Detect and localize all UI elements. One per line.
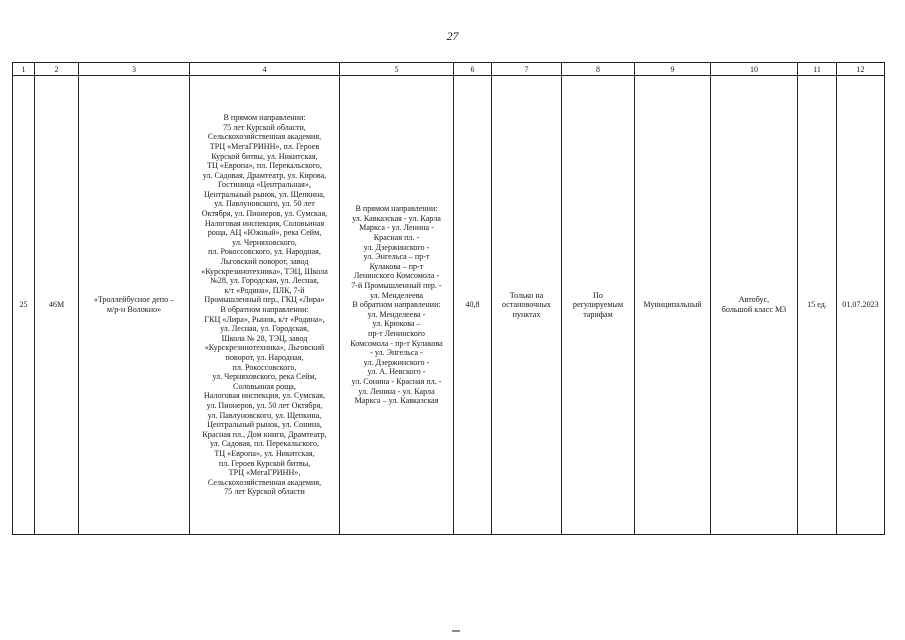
column-number: 3	[79, 63, 190, 76]
cell-line: В обратном направлении:	[220, 305, 309, 314]
vehicle-class-lines	[713, 295, 795, 314]
column-number: 5	[340, 63, 454, 76]
route-length: 40,8	[454, 76, 492, 535]
cell-line: ГКЦ «Лира», Рынок, к/т «Родина»,	[204, 314, 325, 324]
cell-line: остановочных	[502, 300, 551, 310]
column-number: 2	[35, 63, 79, 76]
boarding-mode-lines	[494, 291, 559, 320]
vehicle-count: 15 ед.	[798, 76, 837, 535]
cell-line: поворот, ул. Народная,	[225, 352, 304, 362]
cell-line: пл. Рокоссовского, ул. Народная,	[208, 247, 321, 257]
cell-line: ул. Черняховского, река Сейм,	[212, 372, 317, 382]
column-number: 1	[13, 63, 35, 76]
route-code: 46М	[35, 76, 79, 535]
table-row	[13, 76, 885, 535]
cell-line: ТРЦ «МегаГРИНН»,	[228, 468, 301, 478]
cell-line: ул. Павлуновского, ул. 50 лет	[214, 199, 315, 209]
cell-line: «Курскрезинотехника», Льговский	[204, 343, 325, 353]
cell-line: ул. Павлуновского, ул. Щепкина,	[207, 410, 322, 420]
cell-line: В обратном направлении:	[352, 300, 441, 310]
cell-line: Сельскохозяйственная академия,	[207, 132, 322, 142]
cell-line: ул. Пионеров, ул. 50 лет Октября,	[206, 400, 323, 410]
column-number-row	[13, 63, 885, 76]
cell-line: Комсомола - пр-т Кулакова	[350, 338, 443, 348]
cell-line: ул. Садовая, Драмтеатр, ул. Кирова,	[202, 170, 327, 180]
vehicle-class	[711, 76, 798, 535]
cell-line: Октября, ул. Пионеров, ул. Сумская,	[201, 209, 328, 219]
cell-line: Маркса - ул. Ленина -	[359, 223, 434, 233]
start-date: 01.07.2023	[837, 76, 885, 535]
column-number: 10	[711, 63, 798, 76]
cell-line: «Троллейбусное депо –	[93, 295, 175, 305]
tariff-type	[562, 76, 635, 535]
column-number: 7	[492, 63, 562, 76]
route-name	[79, 76, 190, 535]
cell-line: Школа № 28, ТЭЦ, завод	[221, 333, 308, 343]
cell-line: Ленинского Комсомола -	[353, 271, 440, 281]
cell-line: Налоговая инспекция, Соловьиная	[204, 218, 325, 228]
cell-line: ул. Ленина - ул. Карла	[358, 386, 435, 396]
cell-line: ТРЦ «МегаГРИНН», пл. Героев	[209, 141, 320, 151]
cell-line: ул. Сонина - Красная пл. -	[351, 376, 442, 386]
cell-line: ул. Садовая, пл. Перекальского,	[209, 439, 320, 449]
cell-line: ТЦ «Европа», пл. Перекальского,	[207, 161, 322, 171]
column-number: 11	[798, 63, 837, 76]
cell-line: Курской битвы, ул. Никитская,	[211, 151, 318, 161]
cell-line: тарифам	[583, 309, 613, 319]
cell-line: ул. А. Невского -	[367, 367, 426, 377]
intermediate-stops-lines	[192, 113, 337, 497]
boarding-mode	[492, 76, 562, 535]
column-number: 9	[635, 63, 711, 76]
tariff-type-lines	[564, 291, 632, 320]
cell-line: ул. Крюкова –	[372, 319, 421, 329]
cell-line: ул. Менделеева -	[367, 309, 426, 319]
cell-line: В прямом направлении:	[223, 113, 306, 123]
cell-line: ул. Дзержинского -	[363, 242, 430, 252]
scan-mark	[452, 630, 460, 632]
cell-line: Сельскохозяйственная академия,	[207, 477, 322, 487]
cell-line: 75 лет Курской области	[224, 487, 305, 497]
cell-line: регулируемым	[572, 300, 624, 310]
cell-line: Промышленный пер., ГКЦ «Лира»	[204, 295, 325, 305]
cell-line: Центральный рынок, ул. Щепкина,	[204, 189, 325, 199]
cell-line: ул. Дзержинского -	[363, 357, 430, 367]
column-number: 4	[190, 63, 340, 76]
cell-line: пл. Рокоссовского,	[232, 362, 297, 372]
cell-line: большой класс М3	[721, 305, 787, 314]
cell-line: По	[593, 290, 603, 300]
page-number: 27	[446, 29, 459, 43]
cell-line: Красная пл. -	[373, 233, 420, 243]
cell-line: - ул. Энгельса -	[370, 348, 423, 358]
cell-line: 75 лет Курской области,	[223, 122, 306, 132]
cell-line: Красная пл., Дом книги, Драмтеатр,	[202, 429, 327, 439]
cell-line: Соловьиная роща,	[233, 381, 296, 391]
route-index: 25	[13, 76, 35, 535]
column-number: 12	[837, 63, 885, 76]
cell-line: Налоговая инспекция, ул. Сумская,	[203, 391, 326, 401]
cell-line: В прямом направлении:	[355, 204, 438, 214]
cell-line: ул. Менделеева	[369, 290, 424, 300]
cell-line: «Курскрезинотехника», ТЭЦ, Школа	[201, 266, 328, 276]
column-number: 8	[562, 63, 635, 76]
route-name-lines	[81, 295, 187, 314]
cell-line: Центральный рынок, ул. Сонина,	[207, 420, 322, 430]
cell-line: к/т «Родина», ПЛК, 7-й	[224, 285, 305, 295]
route-streets-lines	[342, 204, 451, 405]
column-number: 6	[454, 63, 492, 76]
cell-line: ТЦ «Европа», ул. Никитская,	[214, 448, 315, 458]
cell-line: Маркса – ул. Кавказская	[354, 396, 439, 406]
route-streets	[340, 76, 454, 535]
cell-line: 7-й Промышленный пер. -	[351, 281, 442, 291]
cell-line: пл. Героев Курской битвы,	[218, 458, 311, 468]
cell-line: ул. Лесная, ул. Городская,	[220, 324, 309, 334]
cell-line: Льговский поворот, завод	[220, 257, 309, 267]
cell-line: пунктах	[512, 309, 541, 319]
route-type: Муниципальный	[635, 76, 711, 535]
cell-line: м/р-н Волокно»	[106, 305, 162, 314]
cell-line: роща, АЦ «Южный», река Сейм,	[207, 228, 322, 238]
cell-line: ул. Энгельса – пр-т	[363, 252, 430, 262]
intermediate-stops	[190, 76, 340, 535]
cell-line: ул. Черняховского,	[232, 237, 297, 247]
cell-line: ул. Кавказская - ул. Карла	[352, 213, 441, 223]
route-register-table	[12, 62, 885, 535]
cell-line: №28, ул. Городская, ул. Лесная,	[210, 276, 319, 286]
cell-line: Кулакова – пр-т	[369, 261, 424, 271]
cell-line: пр-т Ленинского	[368, 328, 425, 338]
cell-line: Только на	[509, 290, 544, 300]
cell-line: Гостиница «Центральная»,	[218, 180, 311, 190]
cell-line: Автобус,	[738, 295, 770, 305]
